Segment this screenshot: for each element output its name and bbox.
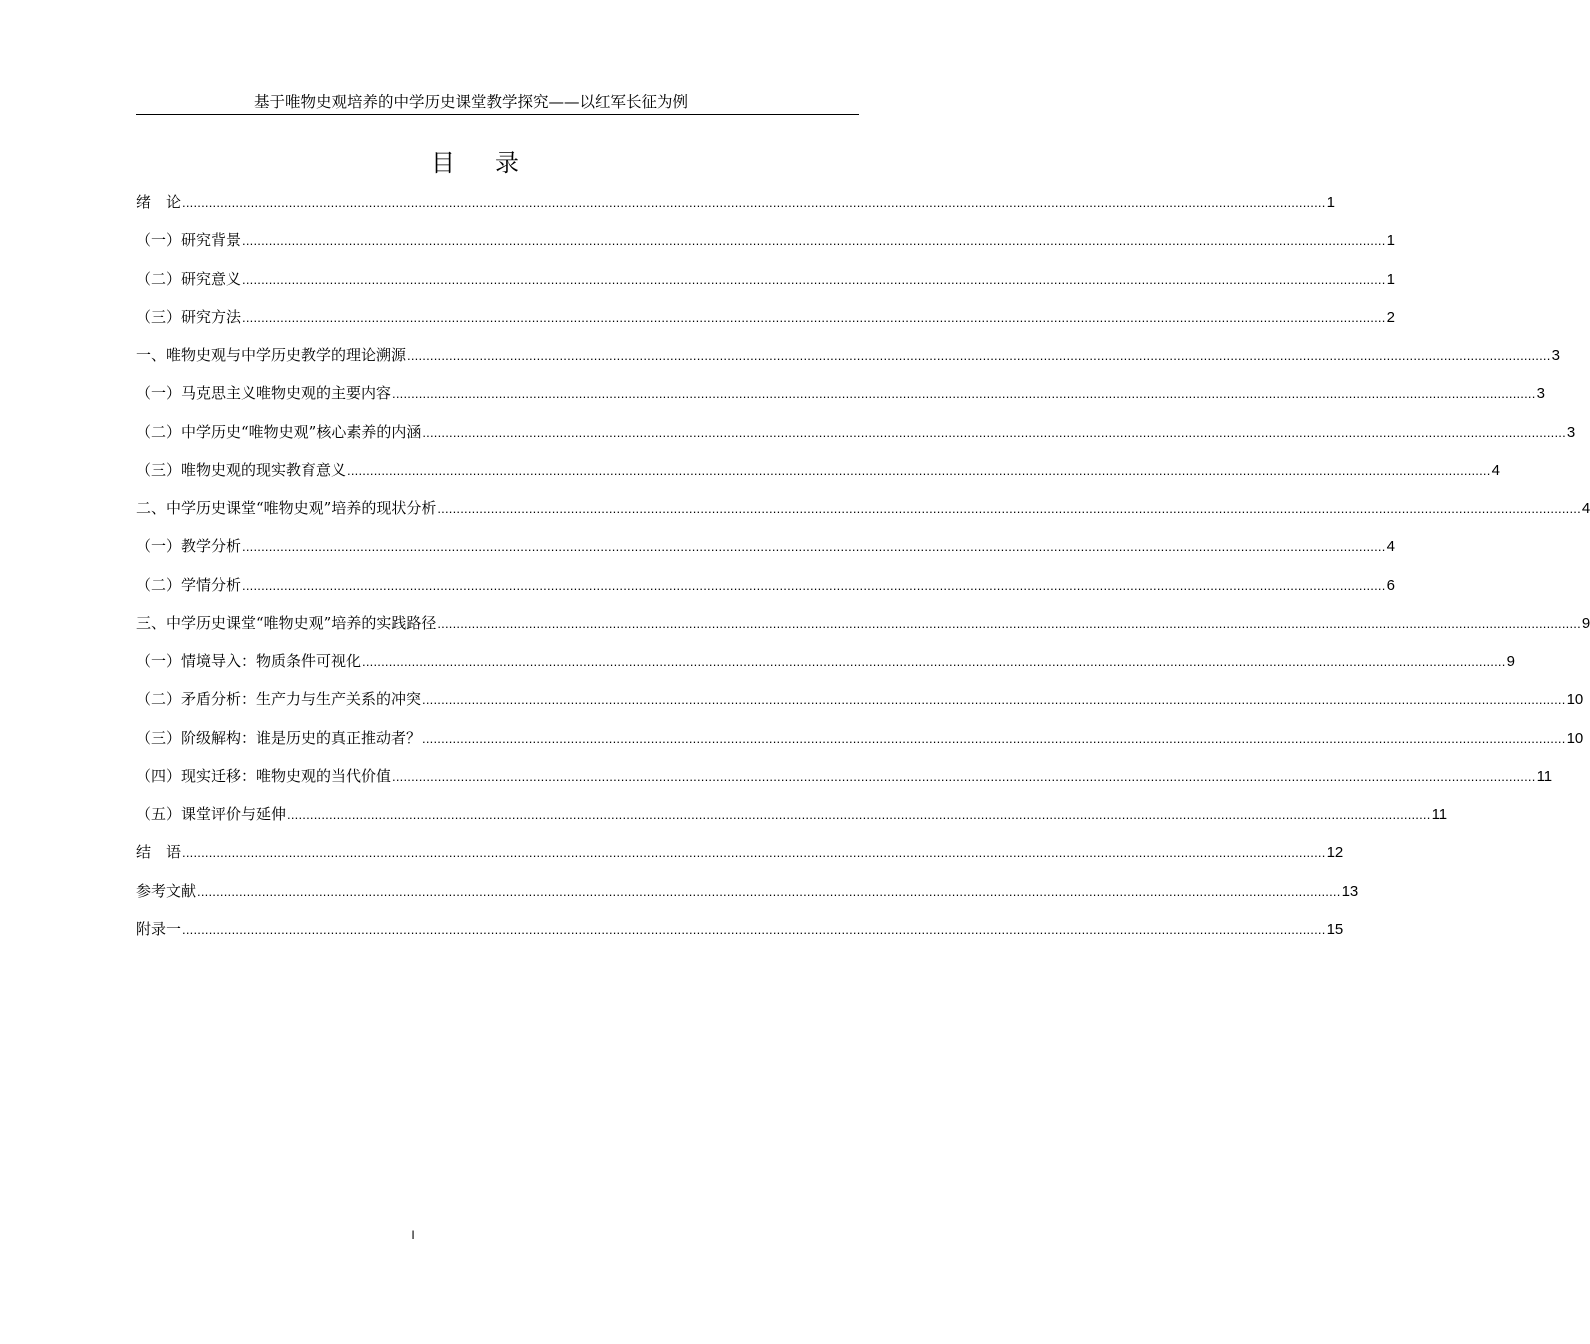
toc-entry[interactable] <box>136 573 1395 611</box>
toc-entry-label: （一）研究背景 <box>136 231 242 250</box>
toc-entry-page: 1 <box>1386 270 1395 288</box>
toc-entry[interactable] <box>136 917 1344 955</box>
page-number: I <box>411 1228 415 1242</box>
toc-entry-label: （一）马克思主义唯物史观的主要内容 <box>136 384 392 403</box>
toc-entry-page: 3 <box>1566 423 1576 441</box>
toc-leader-dots: ............................................................................................................................................................................................................................................................................................................ <box>407 348 1551 363</box>
toc-leader-dots: ............................................................................................................................................................................................................................................................................................................ <box>437 615 1581 631</box>
toc-leader-dots: ............................................................................................................................................................................................................................................................................................................ <box>437 501 1581 516</box>
toc-entry-page: 1 <box>1326 194 1335 211</box>
toc-entry-label: 参考文献 <box>136 881 197 900</box>
toc-entry-page: 9 <box>1581 614 1590 632</box>
toc-entry-label: （三）唯物史观的现实教育意义 <box>136 460 347 479</box>
toc-leader-dots: ............................................................................................................................................................................................................................................................................................................ <box>242 539 1386 555</box>
toc-entry-label: 二、中学历史课堂“唯物史观”培养的现状分析 <box>136 499 437 517</box>
toc-entry-label: （二）矛盾分析：生产力与生产关系的冲突 <box>136 690 422 709</box>
toc-entry-label: （二）学情分析 <box>136 575 242 594</box>
toc-entry[interactable] <box>136 228 1395 266</box>
toc-entry[interactable] <box>136 840 1344 878</box>
toc-leader-dots: ............................................................................................................................................................................................................................................................................................................ <box>182 921 1326 937</box>
toc-entry[interactable] <box>136 381 1545 419</box>
toc-entry[interactable] <box>136 611 1590 649</box>
toc-entry-page: 11 <box>1431 806 1448 823</box>
toc-entry[interactable] <box>136 190 1335 228</box>
toc-entry[interactable] <box>136 802 1448 840</box>
toc-entry[interactable] <box>136 649 1515 687</box>
toc-entry[interactable] <box>136 764 1553 802</box>
toc-leader-dots: ............................................................................................................................................................................................................................................................................................................ <box>392 768 1536 784</box>
toc-entry-label: 结 语 <box>136 843 182 862</box>
toc-entry[interactable] <box>136 726 1584 764</box>
toc-leader-dots: ............................................................................................................................................................................................................................................................................................................ <box>242 309 1386 325</box>
toc-leader-dots: ............................................................................................................................................................................................................................................................................................................ <box>422 424 1566 440</box>
toc-leader-dots: ............................................................................................................................................................................................................................................................................................................ <box>422 730 1566 746</box>
toc-leader-dots: ............................................................................................................................................................................................................................................................................................................ <box>242 233 1386 249</box>
toc-leader-dots: ............................................................................................................................................................................................................................................................................................................ <box>392 386 1536 402</box>
header-title: 基于唯物史观培养的中学历史课堂教学探究——以红军长征为例 <box>254 93 689 111</box>
toc-entry-page: 15 <box>1326 920 1344 938</box>
toc-entry-label: 一、唯物史观与中学历史教学的理论溯源 <box>136 346 407 364</box>
toc-entry-page: 3 <box>1551 347 1560 364</box>
toc-leader-dots: ............................................................................................................................................................................................................................................................................................................ <box>197 883 1341 899</box>
toc-entry[interactable] <box>136 496 1590 534</box>
toc-entry-page: 10 <box>1566 729 1584 747</box>
toc-leader-dots: ............................................................................................................................................................................................................................................................................................................ <box>182 845 1326 861</box>
toc-entry-label: （一）教学分析 <box>136 537 242 556</box>
toc-entry-label: （三）阶级解构：谁是历史的真正推动者？ <box>136 728 422 747</box>
toc-entry[interactable] <box>136 687 1584 725</box>
toc-entry-page: 4 <box>1491 461 1500 479</box>
toc-entry[interactable] <box>136 305 1395 343</box>
toc-entry[interactable] <box>136 420 1576 458</box>
toc-entry-label: （五）课堂评价与延伸 <box>136 805 287 823</box>
toc-entry-page: 6 <box>1386 576 1395 594</box>
toc-leader-dots: ............................................................................................................................................................................................................................................................................................................ <box>242 271 1386 287</box>
toc-entry-label: 绪 论 <box>136 193 182 211</box>
toc-entry-page: 4 <box>1386 538 1395 556</box>
toc-entry[interactable] <box>136 879 1359 917</box>
table-of-contents <box>136 190 1590 955</box>
toc-leader-dots: ............................................................................................................................................................................................................................................................................................................ <box>242 577 1386 593</box>
toc-entry-page: 4 <box>1581 500 1590 517</box>
toc-entry-page: 9 <box>1506 653 1515 670</box>
toc-entry-label: 三、中学历史课堂“唯物史观”培养的实践路径 <box>136 613 437 632</box>
toc-entry[interactable] <box>136 458 1500 496</box>
toc-entry[interactable] <box>136 343 1560 381</box>
toc-entry-label: （一）情境导入：物质条件可视化 <box>136 652 362 670</box>
toc-entry-page: 1 <box>1386 232 1395 250</box>
toc-entry[interactable] <box>136 267 1395 305</box>
toc-entry-page: 11 <box>1536 767 1553 785</box>
toc-leader-dots: ............................................................................................................................................................................................................................................................................................................ <box>422 692 1566 708</box>
toc-leader-dots: ............................................................................................................................................................................................................................................................................................................ <box>287 807 1431 822</box>
toc-entry-label: （三）研究方法 <box>136 307 242 326</box>
toc-entry-label: （四）现实迁移：唯物史观的当代价值 <box>136 766 392 785</box>
toc-leader-dots: ............................................................................................................................................................................................................................................................................................................ <box>362 654 1506 669</box>
toc-leader-dots: ............................................................................................................................................................................................................................................................................................................ <box>182 195 1326 210</box>
toc-entry-label: （二）研究意义 <box>136 269 242 288</box>
toc-entry[interactable] <box>136 534 1395 572</box>
toc-leader-dots: ............................................................................................................................................................................................................................................................................................................ <box>347 462 1491 478</box>
page-header <box>136 92 859 115</box>
toc-entry-page: 3 <box>1536 385 1545 403</box>
toc-heading: 目录 <box>431 149 559 177</box>
toc-entry-label: 附录一 <box>136 919 182 938</box>
toc-entry-page: 12 <box>1326 844 1344 862</box>
toc-entry-page: 10 <box>1566 691 1584 709</box>
toc-entry-page: 2 <box>1386 308 1395 326</box>
toc-entry-page: 13 <box>1341 882 1359 900</box>
toc-entry-label: （二）中学历史“唯物史观”核心素养的内涵 <box>136 422 422 441</box>
